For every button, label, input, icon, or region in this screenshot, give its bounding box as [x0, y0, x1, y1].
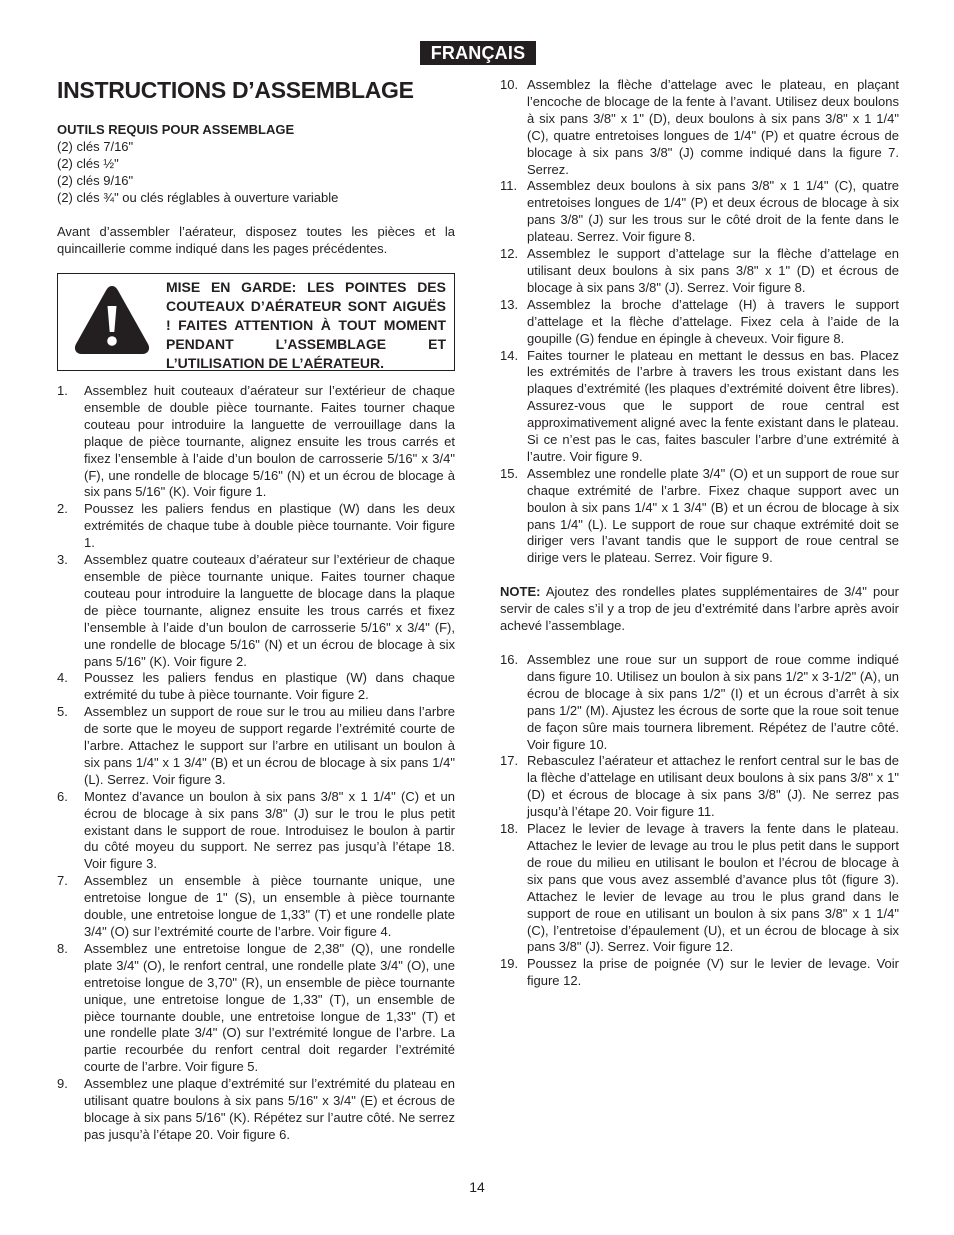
step-item [500, 753, 899, 821]
step-text: Faites tourner le plateau en mettant le dessus en bas. Placez les extrémités de l’arbre à travers les trous existant dans les plaques d’extrémité (les plaques d’extrémité doivent être libres). Assurez-vous que le support de roue central est approximativement aligné avec la fente existant dans le plateau. Si ce n’est pas le cas, faites basculer l’arbre d’une extrémité à l’autre. Voir figure 9. [527, 347, 899, 464]
step-item [57, 670, 455, 704]
step-item [57, 383, 455, 501]
tool-item: (2) clés 9/16" [57, 173, 134, 188]
tool-item: (2) clés ½" [57, 156, 119, 171]
step-number: 16. [500, 652, 519, 667]
step-number: 1. [57, 383, 68, 398]
intro-paragraph: Avant d’assembler l’aérateur, disposez toutes les pièces et la quincaillerie comme indiqué dans les pages précédentes. [57, 224, 455, 256]
step-item [57, 704, 455, 789]
step-text: Assemblez une entretoise longue de 2,38" (Q), une rondelle plate 3/4" (O), le renfort central, une rondelle plate 3/4" (O), une entretoise longue de 3,70" (R), un ensemble de pièce tournante unique, une entretoise longue de 1,33" (T), un ensemble de pièce tournante double, une entretoise longue de 1,33" (T) et une rondelle plate 3/4" (O) sur l’extrémité longue de l’arbre. La partie recourbée du renfort central doit regarder l’extrémité courte de l’arbre. Voir figure 5. [84, 940, 455, 1075]
step-item [500, 466, 899, 567]
step-number: 17. [500, 753, 519, 769]
right-column [500, 77, 899, 990]
steps-list-right [500, 77, 899, 567]
steps-list-left [57, 383, 455, 1144]
tools-list [57, 138, 455, 206]
step-number: 14. [500, 347, 519, 363]
step-number: 8. [57, 940, 68, 956]
warning-box [57, 273, 455, 371]
step-number: 12. [500, 246, 519, 262]
step-number: 13. [500, 296, 519, 312]
step-text: Assemblez la broche d’attelage (H) à travers le support d’attelage et la flèche d’attelage. Fixez cela à l’aide de la goupille (G) fendue en épingle à cheveux. Voir figure 8. [527, 296, 899, 346]
step-item [57, 552, 455, 670]
step-text: Poussez les paliers fendus en plastique (W) dans les deux extrémités de chaque tube à double pièce tournante. Voir figure 1. [84, 501, 455, 551]
step-text: Assemblez quatre couteaux d’aérateur sur l’extérieur de chaque ensemble de pièce tournante unique. Faites tourner chaque couteau pour introduire la languette de blocage dans la plaque de pièce tournante, alignez ensuite les trous carrés et fixez l’ensemble à l’aide d’un boulon de carrosserie 5/16" x 3/4" (F), une rondelle de blocage 5/16" (N) et un écrou de blocage à six pans 5/16" (K). Voir figure 2. [84, 552, 455, 669]
step-number: 11. [500, 178, 518, 194]
step-text: Rebasculez l’aérateur et attachez le renfort central sur le bas de la flèche d’attelage en utilisant deux boulons à six pans 3/8" x 1" (D) et écrous de blocage à six pans 3/8" (J). Ne serrez pas jusqu’à l’étape 20. Voir figure 11. [527, 753, 899, 820]
steps-list-right-continued [500, 652, 899, 990]
step-text: Placez le levier de levage à travers la fente dans le plateau. Attachez le levier de levage au trou le plus petit dans le support de roue du milieu en utilisant le boulon et l’écrou de blocage à six pans que vous avez assemblé d’avance plus tôt (figure 3). Attachez le levier de levage au trou le plus grand dans le support de roue en utilisant un boulon à six pans 3/8" x 1 1/4" (C), l’entretoise d’épaulement (U), et un écrou de blocage à six pans 3/8" (J). Serrez. Voir figure 12. [527, 821, 899, 955]
note-text: Ajoutez des rondelles plates supplémentaires de 3/4" pour servir de cales s’il y a trop de jeu d’extrémité dans l’arbre après avoir achevé l’assemblage. [500, 584, 899, 634]
step-number: 9. [57, 1076, 68, 1092]
step-text: Montez d’avance un boulon à six pans 3/8" x 1 1/4" (C) et un écrou de blocage à six pans 3/8" (J) sur le trou le plus petit existant dans le support de roue. Introduisez le boulon à partir du côté moyeu du support. Ne serrez pas jusqu’à l’étape 18. Voir figure 3. [84, 788, 455, 872]
left-column [57, 121, 455, 1144]
step-item [57, 1076, 455, 1144]
step-text: Poussez les paliers fendus en plastique (W) dans chaque extrémité du tube à pièce tournante. Voir figure 2. [84, 670, 455, 703]
step-text: Poussez la prise de poignée (V) sur le levier de levage. Voir figure 12. [527, 956, 899, 989]
step-text: Assemblez un support de roue sur le trou au milieu dans l’arbre de sorte que le moyeu de support regarde l’extrémité courte de l’arbre. Attachez le support sur l’arbre en utilisant un boulon à six pans 1/4" x 1 3/4" (B) et un écrou de blocage à six pans 1/4" (L). Serrez. Voir figure 3. [84, 704, 455, 787]
step-item [500, 956, 899, 990]
language-badge: FRANÇAIS [420, 41, 536, 65]
step-number: 4. [57, 670, 68, 686]
step-item [500, 178, 899, 246]
step-text: Assemblez le support d’attelage sur la flèche d’attelage en utilisant deux boulons à six pans 3/8" x 1" (D) et écrous de blocage à six pans 3/8" (J). Serrez. Voir figure 8. [527, 246, 899, 295]
step-item [57, 789, 455, 874]
step-text: Assemblez la flèche d’attelage avec le plateau, en plaçant l’encoche de blocage de la fente à l’avant. Utilisez deux boulons à six pans 3/8" x 1" (D), deux boulons à six pans 3/8" x 1 1/4" (C), quatre entretoises longues de 1/4" (P) et quatre écrous de blocage à six pans 3/8" (J) comme indiqué dans la figure 7. Serrez. [527, 77, 899, 177]
tools-heading: OUTILS REQUIS POUR ASSEMBLAGE [57, 122, 295, 137]
step-item [500, 297, 899, 348]
step-number: 3. [57, 552, 68, 568]
note-paragraph [500, 584, 899, 635]
step-item [500, 821, 899, 956]
step-text: Assemblez une roue sur un support de roue comme indiqué dans figure 10. Utilisez un boulon à six pans 1/2" x 3-1/2" (A), un écrou de blocage à six pans 1/2" (I) et un écrous d’arrêt à six pans 1/2" (M). Ajustez les écrous de sorte que la roue soit tenue de façon sûre mais tournera librement. Répétez de l’autre côté. Voir figure 10. [527, 652, 899, 752]
step-item [500, 77, 899, 178]
step-item [57, 941, 455, 1076]
page-number: 14 [469, 1179, 485, 1195]
step-text: Assemblez deux boulons à six pans 3/8" x 1 1/4" (C), quatre entretoises longues de 1/4" (P) et deux écrous de blocage à six pans 3/8" (J) sur les trous sur le côté droit de la fente dans le plateau. Serrez. Voir figure 8. [527, 178, 899, 245]
step-text: Assemblez huit couteaux d’aérateur sur l’extérieur de chaque ensemble de double pièce tournante. Faites tourner chaque couteau pour introduire la languette de verrouillage dans la plaque de pièce tournante, alignez ensuite les trous carrés et fixez l’ensemble à l’aide d’un boulon de carrosserie 5/16" x 3/4" (F), une rondelle de blocage 5/16" (N) et un écrou de blocage à six pans 5/16" (K). Voir figure 1. [84, 383, 455, 500]
step-item [57, 501, 455, 552]
tool-item: (2) clés 7/16" [57, 139, 134, 154]
step-text: Assemblez un ensemble à pièce tournante unique, une entretoise longue de 1" (S), un ensemble à pièce tournante double, une entretoise longue de 1,33" (T) et une rondelle plate 3/4" (O) sur l’extrémité courte de l’arbre. Voir figure 4. [84, 873, 455, 939]
page-title: INSTRUCTIONS D’ASSEMBLAGE [57, 77, 414, 103]
step-item [500, 246, 899, 297]
step-number: 19. [500, 956, 519, 972]
step-number: 10. [500, 77, 519, 92]
step-number: 15. [500, 465, 519, 481]
warning-triangle-icon [72, 282, 152, 360]
step-number: 5. [57, 704, 68, 720]
step-item [500, 348, 899, 466]
step-number: 2. [57, 501, 68, 517]
step-text: Assemblez une plaque d’extrémité sur l’extrémité du plateau en utilisant quatre boulons à six pans 5/16" x 3/4" (E) et écrous de blocage à six pans 5/16" (K). Répétez sur l’autre côté. Ne serrez pas jusqu’à l’étape 20. Voir figure 6. [84, 1076, 455, 1142]
step-number: 7. [57, 873, 68, 889]
note-label: NOTE: [500, 584, 541, 600]
step-item [57, 873, 455, 941]
step-text: Assemblez une rondelle plate 3/4" (O) et un support de roue sur chaque extrémité de l’arbre. Fixez chaque support avec un boulon à six pans 1/4" x 1 3/4" (B) et un écrou de blocage à six pans 1/4" (L). Le support de roue sur chaque extrémité doit se diriger vers l’avant tandis que le support de roue central se dirige vers le plateau. Serrez. Voir figure 9. [527, 465, 899, 566]
warning-text: MISE EN GARDE: LES POINTES DES COUTEAUX D’AÉRATEUR SONT AIGUËS ! FAITES ATTENTION À TOUT MOMENT PENDANT L’ASSEMBLAGE ET L’UTILISATION DE L’AÉRATEUR. [166, 279, 446, 371]
tool-item: (2) clés ¾" ou clés réglables à ouverture variable [57, 190, 339, 205]
step-item [500, 652, 899, 753]
step-number: 18. [500, 821, 519, 837]
step-number: 6. [57, 788, 68, 804]
